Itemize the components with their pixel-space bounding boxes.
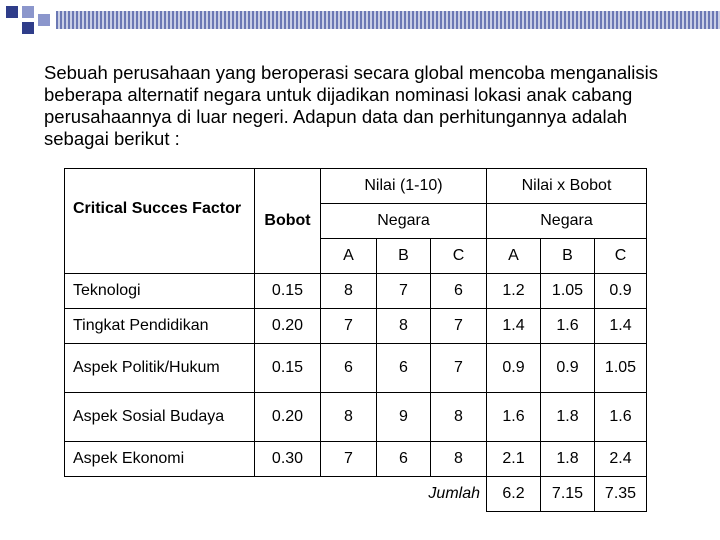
nilai-cell: 9 — [377, 393, 431, 442]
country-header: B — [541, 239, 595, 274]
nilai-bobot-cell: 1.4 — [487, 309, 541, 344]
nilai-cell: 8 — [321, 393, 377, 442]
csf-header: Critical Succes Factor — [65, 169, 255, 274]
nilai-cell: 8 — [377, 309, 431, 344]
nilai-cell: 8 — [431, 442, 487, 477]
nilai-cell: 6 — [377, 442, 431, 477]
nilai-cell: 8 — [321, 274, 377, 309]
nilai-bobot-cell: 1.05 — [595, 344, 647, 393]
nilai-bobot-cell: 0.9 — [595, 274, 647, 309]
nilai-bobot-cell: 1.6 — [541, 309, 595, 344]
negara-header: Negara — [487, 204, 647, 239]
intro-paragraph: Sebuah perusahaan yang beroperasi secara global mencoba menganalisis beberapa alternatif negara untuk dijadikan nominasi lokasi anak cabang perusahaannya di luar negeri. Adapun data dan perhitungannya adalah sebagai berikut : — [44, 62, 658, 149]
decor-square-dark — [6, 6, 18, 18]
factor-cell: Tingkat Pendidikan — [65, 309, 255, 344]
table-row — [65, 442, 647, 477]
bobot-cell: 0.20 — [255, 393, 321, 442]
decor-striped-bar — [56, 11, 720, 29]
nilai-bobot-cell: 0.9 — [541, 344, 595, 393]
scoring-table — [64, 168, 647, 512]
nilai-cell: 8 — [431, 393, 487, 442]
nilai-cell: 6 — [321, 344, 377, 393]
nilai-cell: 7 — [431, 344, 487, 393]
factor-cell: Aspek Sosial Budaya — [65, 393, 255, 442]
nilai-cell: 7 — [321, 442, 377, 477]
country-header: B — [377, 239, 431, 274]
table-row — [65, 344, 647, 393]
nilai-cell: 7 — [321, 309, 377, 344]
empty-cell — [65, 477, 255, 512]
jumlah-cell: 7.15 — [541, 477, 595, 512]
nilai-bobot-cell: 1.8 — [541, 442, 595, 477]
nilai-bobot-cell: 0.9 — [487, 344, 541, 393]
nilai-bobot-cell: 1.8 — [541, 393, 595, 442]
nilai-bobot-cell: 1.2 — [487, 274, 541, 309]
country-header: C — [595, 239, 647, 274]
nilai-bobot-cell: 2.4 — [595, 442, 647, 477]
bobot-cell: 0.30 — [255, 442, 321, 477]
table-row — [65, 274, 647, 309]
nilai-cell: 6 — [377, 344, 431, 393]
country-header: A — [321, 239, 377, 274]
negara-header: Negara — [321, 204, 487, 239]
jumlah-label: Jumlah — [428, 485, 480, 503]
nilai-bobot-cell: 1.05 — [541, 274, 595, 309]
table-row — [65, 309, 647, 344]
nilai-bobot-cell: 1.4 — [595, 309, 647, 344]
nilai-bobot-cell: 2.1 — [487, 442, 541, 477]
nilai-cell: 6 — [431, 274, 487, 309]
nilai-bobot-cell: 1.6 — [487, 393, 541, 442]
nilai-bobot-cell: 1.6 — [595, 393, 647, 442]
nilai-header: Nilai (1-10) — [321, 169, 487, 204]
decor-square-light — [38, 14, 50, 26]
bobot-cell: 0.20 — [255, 309, 321, 344]
empty-cell — [255, 477, 321, 512]
factor-cell: Aspek Ekonomi — [65, 442, 255, 477]
country-header: C — [431, 239, 487, 274]
jumlah-cell: 6.2 — [487, 477, 541, 512]
factor-cell: Aspek Politik/Hukum — [65, 344, 255, 393]
title-decoration — [0, 0, 720, 40]
bobot-cell: 0.15 — [255, 344, 321, 393]
jumlah-cell: 7.35 — [595, 477, 647, 512]
decor-square-dark — [22, 22, 34, 34]
table-row — [65, 393, 647, 442]
bobot-cell: 0.15 — [255, 274, 321, 309]
bobot-header: Bobot — [255, 169, 321, 274]
jumlah-row — [65, 477, 647, 512]
nilai-cell: 7 — [377, 274, 431, 309]
country-header: A — [487, 239, 541, 274]
factor-cell: Teknologi — [65, 274, 255, 309]
nilai-cell: 7 — [431, 309, 487, 344]
decor-square-light — [22, 6, 34, 18]
nilai-bobot-header: Nilai x Bobot — [487, 169, 647, 204]
